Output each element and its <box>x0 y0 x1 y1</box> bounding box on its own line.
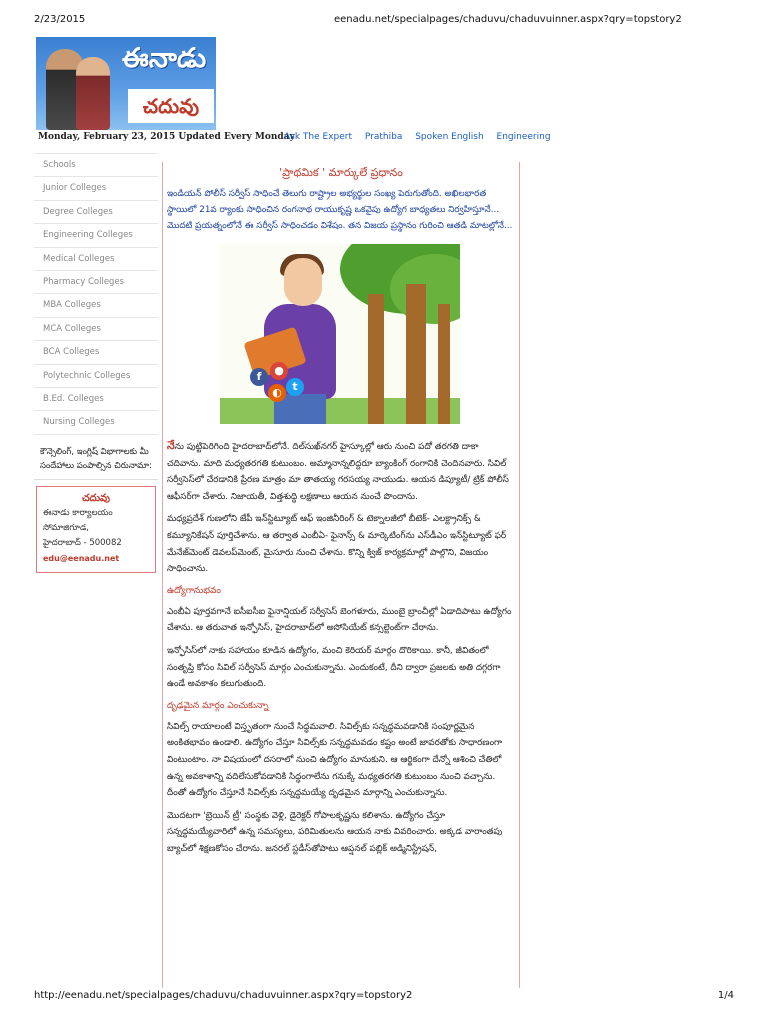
print-url-bottom: http://eenadu.net/specialpages/chaduvu/chaduvuinner.aspx?qry=topstory2 <box>34 990 413 1001</box>
sidebar-item-junior-colleges[interactable]: Junior Colleges <box>34 177 158 200</box>
print-date: 2/23/2015 <box>34 14 86 25</box>
article <box>162 162 520 988</box>
drop-cap: నే <box>167 439 175 452</box>
sidebar-item-polytechnic-colleges[interactable]: Polytechnic Colleges <box>34 365 158 388</box>
article-paragraph <box>163 438 519 505</box>
sidebar-item-degree-colleges[interactable]: Degree Colleges <box>34 201 158 224</box>
section-heading: దృఢమైన మార్గం ఎంచుకున్నా <box>167 700 269 711</box>
contact-title: చదువు <box>81 492 111 504</box>
student-figure-female <box>76 57 110 130</box>
section-heading: ఉద్యోగానుభవం <box>167 585 221 596</box>
contact-line: సోమాజిగూడ, <box>43 522 89 533</box>
print-header <box>34 14 734 28</box>
article-paragraph: సివిల్స్ రాయాలంటే విస్తృతంగా నుంచే సిద్ధమవాలి. సివిల్స్‌కు సన్నద్ధమవడానికి సంపూర్ణమైన అంకితభావం ఉండాలి. ఉద్యోగం చేస్తూ సివిల్స్‌కు సన్నద్ధమవడం కష్టం అంటే జావరతోకు సాధారణంగా వింటుంటాం. నా విషయంలో దసరాలో నుంచి ఉద్యోగం మానుకుని. ఆ ఆర్థికంగా దేన్నో ఆశించి చేతిలో ఉన్న అవకాశాన్ని వదిలేసుకోవడానికి సిద్ధంగాలేను గనుక్కే మధ్యతరగతి కుటుంబం నుంచి వచ్చాను. దీంతో ఉద్యోగం చేస్తూనే సివిల్స్‌కు సన్నద్ధమయ్యే దృఢమైన మార్గాన్ని ఎంచుకున్నాను. <box>167 721 503 799</box>
print-url-top: eenadu.net/specialpages/chaduvu/chaduvuinner.aspx?qry=topstory2 <box>334 14 682 25</box>
sidebar-item-pharmacy-colleges[interactable]: Pharmacy Colleges <box>34 271 158 294</box>
sidebar-item-bca-colleges[interactable]: BCA Colleges <box>34 341 158 364</box>
tree-trunk <box>438 304 450 424</box>
print-footer <box>34 990 734 1004</box>
facebook-icon: f <box>250 368 268 386</box>
student-head <box>284 258 322 306</box>
sidebar <box>34 153 158 573</box>
contact-box <box>36 486 156 573</box>
sidebar-item-mba-colleges[interactable]: MBA Colleges <box>34 294 158 317</box>
sidebar-item-mca-colleges[interactable]: MCA Colleges <box>34 318 158 341</box>
contact-line: హైదరాబాద్ - 500082 <box>43 537 122 548</box>
twitter-icon: t <box>286 378 304 396</box>
reading-student-illustration <box>220 244 460 424</box>
page-number: 1/4 <box>717 990 734 1001</box>
sidebar-query-note: కౌన్సెలింగ్, ఇంగ్లిష్ విభాగాలకు మీ సందేహాలు పంపాల్సిన చిరునామా: <box>34 439 158 480</box>
contact-line: ఈనాడు కార్యాలయం <box>43 507 113 518</box>
contact-email[interactable]: edu@eenadu.net <box>43 553 120 563</box>
nav-prathiba[interactable]: Prathiba <box>364 132 403 142</box>
sidebar-item-medical-colleges[interactable]: Medical Colleges <box>34 248 158 271</box>
dateline: Monday, February 23, 2015 Updated Every Monday <box>38 132 295 142</box>
article-paragraph: మధ్యప్రదేశ్ గుణలోని జేపీ ఇన్‌స్టిట్యూట్ ఆఫ్ ఇంజినీరింగ్ & టెక్నాలజీలో బీటెక్- ఎలక్ట్రానిక్స్ & కమ్యూనికేషన్ పూర్తిచేశాను. ఆ తర్వాత ఎంబీఏ- ఫైనాన్స్ & మార్కెటింగ్‌ను ఎస్‌డీఎం ఇన్‌స్టిట్యూట్ ఫర్ మేనేజ్‌మెంట్ డెవలప్‌మెంట్, మైసూరు నుంచి చేశాను. కొన్ని క్విజ్ కార్యక్రమాల్లో పాల్గొని, విజయం సాధించాను. <box>167 514 507 575</box>
eenadu-chaduvu-logo[interactable] <box>36 37 216 130</box>
logo-subtitle: చదువు <box>128 89 214 123</box>
article-headline: 'ప్రాథమిక ' మార్కులే ప్రధానం <box>279 166 403 179</box>
article-paragraph: ఇన్ఫోసిస్‌లో నాకు సహాయం కూడిన ఉద్యోగం, మంచి కెరియర్ మార్గం దొరికాయి. కానీ, జీవితంలో సంతృప్తి కోసం సివిల్ సర్వీసెస్ మార్గం ఎంచుకున్నాను. ఎందుకంటే, దీని ద్వారా ప్రజలకు అతి దగ్గరగా ఉండే అవకాశం కలుగుతుంది. <box>167 645 501 690</box>
tree-trunk <box>406 284 426 424</box>
sidebar-item-schools[interactable]: Schools <box>34 153 158 177</box>
article-paragraph: మొదటగా 'బ్రెయిన్ ట్రీ' సంస్థకు వెళ్లి, డైరెక్టర్ గోపాలకృష్ణను కలిశాను. ఉద్యోగం చేస్తూ సన్నద్ధమయ్యేవారిలో ఉన్న సమస్యలు, పరిమితులను ఆయన నాకు వివరించారు. అక్కడ వారాంతపు బ్యాచ్‌లో శిక్షణకోసం చేరాను. జనరల్ స్టడీస్‌తోపాటు ఆప్షనల్ పబ్లిక్ అడ్మినిస్ట్రేషన్, <box>167 810 503 854</box>
nav-engineering[interactable]: Engineering <box>496 132 551 142</box>
nav-ask-the-expert[interactable]: Ask The Expert <box>284 132 353 142</box>
top-nav <box>284 132 561 142</box>
article-paragraph: ఎంబీఏ పూర్తవగానే ఐసీఐసీఐ ఫైనాన్షియల్ సర్వీసెస్ బెంగళూరు, ముంబై బ్రాంచీల్లో ఏడాదిపాటు ఉద్యోగం చేశాను. ఆ తరువాత ఇన్ఫోసిస్, హైదరాబాద్‌లో అసోసియేట్ కన్సల్టెంట్‌గా చేరాను. <box>167 606 512 634</box>
sidebar-item-engineering-colleges[interactable]: Engineering Colleges <box>34 224 158 247</box>
nav-spoken-english[interactable]: Spoken English <box>415 132 484 142</box>
sidebar-item-bed-colleges[interactable]: B.Ed. Colleges <box>34 388 158 411</box>
paragraph-text: ను పుట్టిపెరిగింది హైదరాబాద్‌లోనే. దిల్‌సుఖ్‌నగర్ హైస్కూల్లో ఆరు నుంచి పదో తరగతి దాకా చదివాను. మాది మధ్యతరగతి కుటుంబం. అమ్మానాన్నలిద్దరూ బ్యాంకింగ్ రంగానికి చెందినవారు. సివిల్ సర్వీసెస్‌లో చేరడానికి ప్రేరణ మాత్రం మా తాతయ్య గరసయ్య నాయుడు. ఆయన డిప్యూటీ/ ట్రిక్ పోలీస్ ఆఫీసర్‌గా చేశారు. నిజాయతీ, విత్తశుద్ధి లక్షణాలు ఆయన నుంచే పొందాను. <box>167 442 509 502</box>
tree-trunk <box>368 294 384 424</box>
sidebar-item-nursing-colleges[interactable]: Nursing Colleges <box>34 411 158 434</box>
logo-title: ఈనాడు <box>122 43 207 74</box>
article-intro: ఇండియన్ పోలీస్ సర్వీస్ సాధించే తెలుగు రాష్ట్రాల అభ్యర్థుల సంఖ్య పెరుగుతోంది. అఖిలభారత స్థాయిలో 21వ ర్యాంకు సాధించిన రంగనాథ రాయుకృష్ణ ఒకవైపు ఉద్యోగ బాధ్యతలు నిర్వహిస్తూనే... మొదటి ప్రయత్నంలోనే ఈ సర్వీస్ సాధించడం విశేషం. తన విజయ ప్రస్థానం గురించి ఆతడి మాటల్లోనే... <box>167 189 513 231</box>
chrome-icon: ● <box>270 362 288 380</box>
firefox-icon: ◐ <box>268 384 286 402</box>
